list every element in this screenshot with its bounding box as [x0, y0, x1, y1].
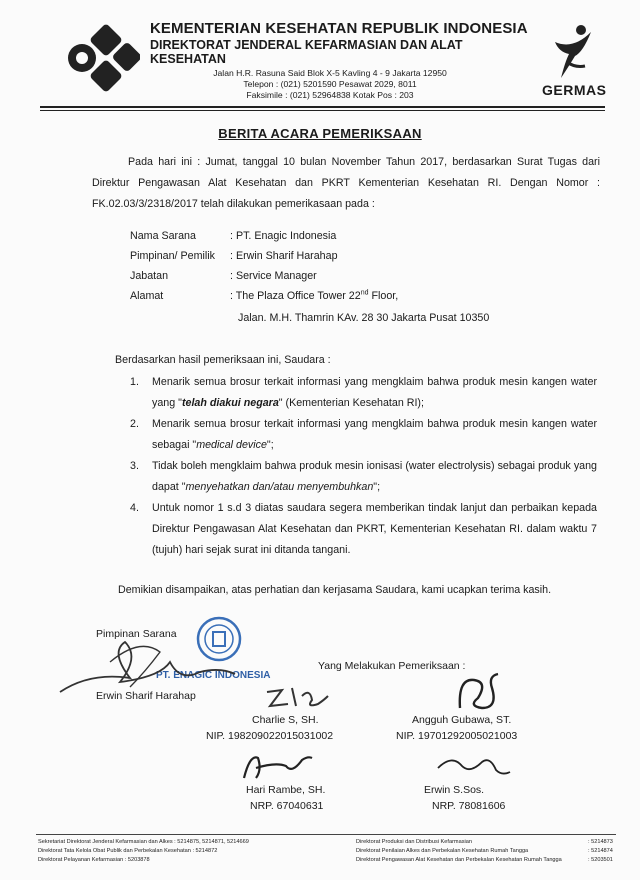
- address-line: Jalan H.R. Rasuna Said Blok X-5 Kavling 4 - 9 Jakarta 12950: [213, 68, 447, 78]
- field-value: : Erwin Sharif Harahap: [230, 250, 338, 262]
- footer-divider: [36, 834, 616, 835]
- officer-signature: [448, 668, 508, 718]
- document-title: [0, 126, 640, 141]
- officer-signature: [262, 682, 332, 712]
- header-divider: [40, 106, 605, 108]
- company-signer-name: Erwin Sharif Harahap: [96, 690, 196, 702]
- list-text-part: Tidak boleh mengklaim bahwa produk mesin ionisasi (water electrolysis) sebagai produk yang dapat ": [152, 460, 597, 493]
- officer-id: NIP. 19701292005021003: [396, 730, 518, 742]
- alamat-part: Floor,: [368, 290, 399, 302]
- field-label: Nama Sarana: [130, 230, 196, 242]
- footer-number: : 5214874: [588, 848, 613, 854]
- phone-line: Telepon : (021) 5201590 Pesawat 2029, 8011: [243, 79, 417, 89]
- field-value: [230, 290, 398, 302]
- officer-name: Hari Rambe, SH.: [246, 784, 326, 796]
- officer-signature: [432, 750, 512, 780]
- footer-number: : 5214873: [588, 839, 613, 845]
- footer-line: Direktorat Produksi dan Distribusi Kefarmasian: [356, 839, 472, 845]
- company-sign-title: Pimpinan Sarana: [96, 628, 177, 640]
- officer-name: Angguh Gubawa, ST.: [412, 714, 512, 726]
- footer-line: Direktorat Pengawasan Alat Kesehatan dan Perbekalan Kesehatan Rumah Tangga: [356, 857, 562, 863]
- footer-line: Direktorat Tata Kelola Obat Publik dan Perbekalan Kesehatan : 5214872: [38, 848, 218, 854]
- field-value: : PT. Enagic Indonesia: [230, 230, 337, 242]
- list-number: 3.: [130, 460, 139, 472]
- field-value: Jalan. M.H. Thamrin KAv. 28 30 Jakarta Pusat 10350: [238, 312, 490, 324]
- officer-name: Charlie S, SH.: [252, 714, 319, 726]
- list-text: [152, 456, 597, 498]
- field-label: Jabatan: [130, 270, 169, 282]
- company-stamp-text: PT. ENAGIC INDONESIA: [156, 670, 271, 681]
- list-text-part: ";: [266, 439, 274, 451]
- footer-line: Sekretariat Direktorat Jenderal Kefarmasian dan Alkes : 5214875, 5214871, 5214669: [38, 839, 249, 845]
- list-text: [152, 414, 597, 456]
- list-text-part: Menarik semua brosur terkait informasi yang mengklaim bahwa produk mesin kangen water yang ": [152, 376, 597, 409]
- inspectors-title: Yang Melakukan Pemeriksaan :: [318, 660, 466, 672]
- list-text: [152, 372, 597, 414]
- footer-left: [38, 838, 249, 865]
- germas-logo: [542, 22, 607, 106]
- germas-figure-icon: [547, 22, 597, 80]
- footer-line: Direktorat Penilaian Alkes dan Perbekalan Kesehatan Rumah Tangga: [356, 848, 529, 854]
- footer-right-numbers: [588, 838, 613, 865]
- officer-id: NRP. 67040631: [250, 800, 324, 812]
- field-label: Alamat: [130, 290, 164, 302]
- intro-text: Pada hari ini : Jumat, tanggal 10 bulan November Tahun 2017, berdasarkan Surat Tugas dari Direktur Pengawasan Alat Kesehatan dan PKRT Kementerian Kesehatan RI. Dengan Nomor : FK.02.03/3/2318/2017 telah dilakukan pemerikasaan pada :: [92, 156, 600, 210]
- officer-signature: [236, 748, 316, 784]
- list-emphasis: medical device: [196, 439, 267, 451]
- letterhead: [150, 20, 535, 101]
- officer-id: NIP. 198209022015031002: [206, 730, 334, 742]
- list-number: 2.: [130, 418, 139, 430]
- list-emphasis: menyehatkan dan/atau menyembuhkan: [185, 481, 374, 493]
- header-divider-thin: [40, 110, 605, 111]
- alamat-superscript: nd: [360, 289, 369, 297]
- list-text-part: ";: [373, 481, 381, 493]
- list-number: 4.: [130, 502, 139, 514]
- document-title-text: BERITA ACARA PEMERIKSAAN: [218, 126, 422, 141]
- officer-name: Erwin S.Sos.: [424, 784, 485, 796]
- ministry-logo: [62, 22, 140, 94]
- directorate-name: DIREKTORAT JENDERAL KEFARMASIAN DAN ALAT KESEHATAN: [150, 38, 463, 66]
- list-text-part: Menarik semua brosur terkait informasi yang mengklaim bahwa produk mesin kangen water sebagai ": [152, 418, 597, 451]
- list-number: 1.: [130, 376, 139, 388]
- closing-paragraph: [88, 580, 600, 601]
- field-label: Pimpinan/ Pemilik: [130, 250, 215, 262]
- footer-right: [356, 838, 562, 865]
- alamat-part: : The Plaza Office Tower 22: [230, 290, 361, 302]
- list-text-part: " (Kementerian Kesehatan RI);: [278, 397, 424, 409]
- closing-text: Demikian disampaikan, atas perhatian dan kerjasama Saudara, kami ucapkan terima kasih.: [118, 584, 552, 596]
- fax-line: Faksimile : (021) 52964838 Kotak Pos : 203: [246, 90, 414, 100]
- basis-line: Berdasarkan hasil pemeriksaan ini, Saudara :: [115, 354, 331, 366]
- intro-paragraph: [92, 152, 600, 215]
- list-emphasis: telah diakui negara: [181, 397, 279, 409]
- address-block: [160, 68, 500, 101]
- officer-id: NRP. 78081606: [432, 800, 506, 812]
- list-text: Untuk nomor 1 s.d 3 diatas saudara segera memberikan tindak lanjut dan perbaikan kepada Direktur Pengawasan Alat Kesehatan dan PKRT, Kementerian Kesehatan RI. dalam waktu 7 (tujuh) hari sejak surat ini ditanda tangani.: [152, 502, 597, 556]
- footer-number: : 5203501: [588, 857, 613, 863]
- field-value: : Service Manager: [230, 270, 317, 282]
- ministry-name: KEMENTERIAN KESEHATAN REPUBLIK INDONESIA: [150, 20, 528, 37]
- germas-text: GERMAS: [542, 82, 607, 98]
- footer-line: Direktorat Pelayanan Kefarmasian : 5203878: [38, 857, 150, 863]
